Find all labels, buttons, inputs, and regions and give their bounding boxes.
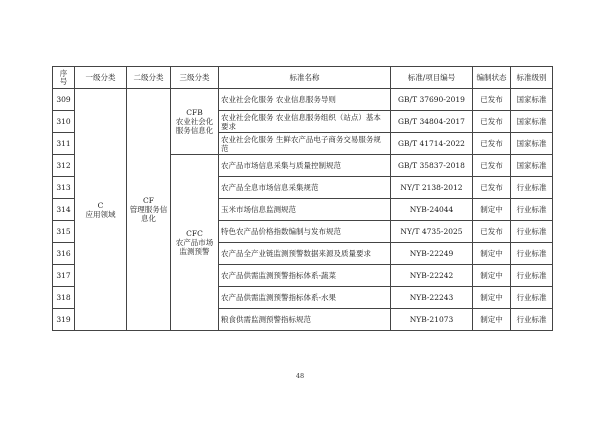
- standard-code: NYB-22242: [391, 265, 473, 287]
- level2-label: 管理服务信息化: [129, 205, 168, 223]
- header-status: 编制状态: [473, 67, 511, 89]
- standard-level: 行业标准: [511, 265, 553, 287]
- header-code: 标准/项目编号: [391, 67, 473, 89]
- header-level1: 一级分类: [75, 67, 127, 89]
- standard-level: 国家标准: [511, 155, 553, 177]
- row-no: 312: [53, 155, 75, 177]
- level2-code: CF: [143, 196, 154, 205]
- standard-name: 农产品全息市场信息采集规范: [219, 177, 391, 199]
- status: 已发布: [473, 89, 511, 111]
- row-no: 309: [53, 89, 75, 111]
- level3-label: 农产品市场监测预警: [175, 238, 214, 256]
- level1-code: C: [97, 200, 104, 210]
- level1-label: 应用领域: [85, 209, 116, 219]
- standard-code: NYB-22243: [391, 287, 473, 309]
- level1-cell: [75, 89, 127, 331]
- header-no: 序 号: [53, 67, 75, 89]
- status: 已发布: [473, 133, 511, 155]
- standard-code: NYB-24044: [391, 199, 473, 221]
- standard-code: NY/T 4735-2025: [391, 221, 473, 243]
- row-no: 318: [53, 287, 75, 309]
- status: 已发布: [473, 111, 511, 133]
- standard-code: GB/T 34804-2017: [391, 111, 473, 133]
- status: 已发布: [473, 155, 511, 177]
- standard-level: 行业标准: [511, 243, 553, 265]
- level2-cell: [127, 89, 171, 331]
- standard-name: 玉米市场信息监测规范: [219, 199, 391, 221]
- standard-code: NY/T 2138-2012: [391, 177, 473, 199]
- standard-level: 国家标准: [511, 111, 553, 133]
- standard-level: 国家标准: [511, 89, 553, 111]
- row-no: 316: [53, 243, 75, 265]
- header-level3: 三级分类: [171, 67, 219, 89]
- standard-level: 国家标准: [511, 133, 553, 155]
- status: 已发布: [473, 221, 511, 243]
- row-no: 315: [53, 221, 75, 243]
- row-no: 313: [53, 177, 75, 199]
- standard-code: GB/T 35837-2018: [391, 155, 473, 177]
- standards-table: [52, 66, 553, 331]
- table-row: [53, 89, 553, 111]
- standard-name: 农业社会化服务 农业信息服务导则: [219, 89, 391, 111]
- page-number: 48: [295, 372, 305, 380]
- standard-level: 行业标准: [511, 309, 553, 331]
- level3-cell-cfc: [171, 155, 219, 331]
- standard-code: NYB-21073: [391, 309, 473, 331]
- status: 制定中: [473, 199, 511, 221]
- level3-cell-cfb: [171, 89, 219, 155]
- standard-level: 行业标准: [511, 287, 553, 309]
- level3-code: CFC: [186, 229, 203, 238]
- row-no: 317: [53, 265, 75, 287]
- header-name: 标准名称: [219, 67, 391, 89]
- standard-name: 农业社会化服务 农业信息服务组织（站点）基本要求: [219, 111, 391, 133]
- level3-label: 农业社会化服务信息化: [175, 117, 214, 135]
- row-no: 310: [53, 111, 75, 133]
- standard-name: 粮食供需监测预警指标规范: [219, 309, 391, 331]
- standard-level: 行业标准: [511, 199, 553, 221]
- status: 制定中: [473, 287, 511, 309]
- header-level: 标准级别: [511, 67, 553, 89]
- standard-level: 行业标准: [511, 221, 553, 243]
- header-level2: 二级分类: [127, 67, 171, 89]
- standard-code: NYB-22249: [391, 243, 473, 265]
- standard-level: 行业标准: [511, 177, 553, 199]
- row-no: 314: [53, 199, 75, 221]
- standard-name: 农产品供需监测预警指标体系-蔬菜: [219, 265, 391, 287]
- status: 制定中: [473, 309, 511, 331]
- standard-name: 农业社会化服务 生鲜农产品电子商务交易服务规范: [219, 133, 391, 155]
- standard-name: 特色农产品价格指数编制与发布规范: [219, 221, 391, 243]
- standard-name: 农产品供需监测预警指标体系-水果: [219, 287, 391, 309]
- status: 制定中: [473, 265, 511, 287]
- standard-name: 农产品市场信息采集与质量控制规范: [219, 155, 391, 177]
- standard-code: GB/T 37690-2019: [391, 89, 473, 111]
- table-header-row: [53, 67, 553, 89]
- status: 制定中: [473, 243, 511, 265]
- standard-code: GB/T 41714-2022: [391, 133, 473, 155]
- standard-name: 农产品全产业链监测预警数据来源及质量要求: [219, 243, 391, 265]
- level3-code: CFB: [186, 108, 203, 117]
- status: 已发布: [473, 177, 511, 199]
- row-no: 311: [53, 133, 75, 155]
- row-no: 319: [53, 309, 75, 331]
